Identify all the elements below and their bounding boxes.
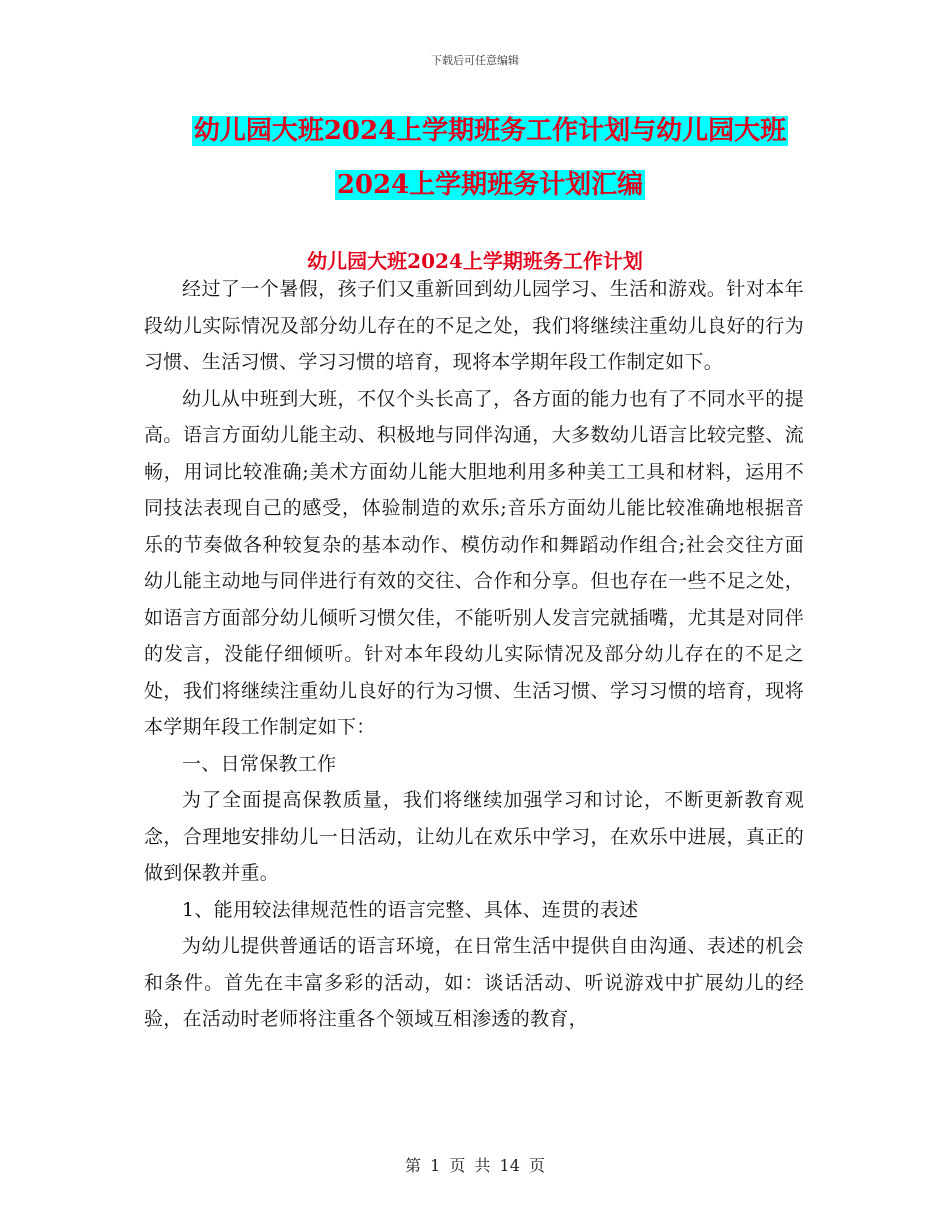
section-title: 幼儿园大班2024上学期班务工作计划 [307, 249, 643, 273]
paragraph: 经过了一个暑假，孩子们又重新回到幼儿园学习、生活和游戏。针对本年段幼儿实际情况及部分幼儿存在的不足之处，我们将继续注重幼儿良好的行为习惯、生活习惯、学习习惯的培育，现将本学期年段工作制定如下。 [144, 278, 804, 373]
document-title-line-2: 2024上学期班务计划汇编 [336, 170, 644, 200]
paragraph: 为幼儿提供普通话的语言环境，在日常生活中提供自由沟通、表述的机会和条件。首先在丰富多彩的活动，如：谈话活动、听说游戏中扩展幼儿的经验，在活动时老师将注重各个领域互相渗透的教育， [144, 935, 804, 1030]
paragraph: 幼儿从中班到大班，不仅个头长高了，各方面的能力也有了不同水平的提高。语言方面幼儿能主动、积极地与同伴沟通，大多数幼儿语言比较完整、流畅，用词比较准确;美术方面幼儿能大胆地利用多种美工工具和材料，运用不同技法表现自己的感受，体验制造的欢乐;音乐方面幼儿能比较准确地根据音乐的节奏做各种较复杂的基本动作、模仿动作和舞蹈动作组合;社会交往方面幼儿能主动地与同伴进行有效的交往、合作和分享。但也存在一些不足之处，如语言方面部分幼儿倾听习惯欠佳，不能听别人发言完就插嘴，尤其是对同伴的发言，没能仔细倾听。针对本年段幼儿实际情况及部分幼儿存在的不足之处，我们将继续注重幼儿良好的行为习惯、生活习惯、学习习惯的培育，现将本学期年段工作制定如下： [144, 387, 804, 738]
section-heading: 一、日常保教工作 [182, 752, 337, 775]
document-title-line-1: 幼儿园大班2024上学期班务工作计划与幼儿园大班 [193, 116, 787, 146]
header-note: 下载后可任意编辑 [431, 54, 519, 67]
document-body [144, 271, 804, 1038]
subsection-heading: 1、能用较法律规范性的语言完整、具体、连贯的表述 [182, 898, 639, 921]
paragraph: 为了全面提高保教质量，我们将继续加强学习和讨论，不断更新教育观念，合理地安排幼儿一日活动，让幼儿在欢乐中学习，在欢乐中进展，真正的做到保教并重。 [144, 789, 804, 884]
document-title [160, 104, 820, 212]
page-number: 第 1 页 共 14 页 [405, 1156, 545, 1175]
